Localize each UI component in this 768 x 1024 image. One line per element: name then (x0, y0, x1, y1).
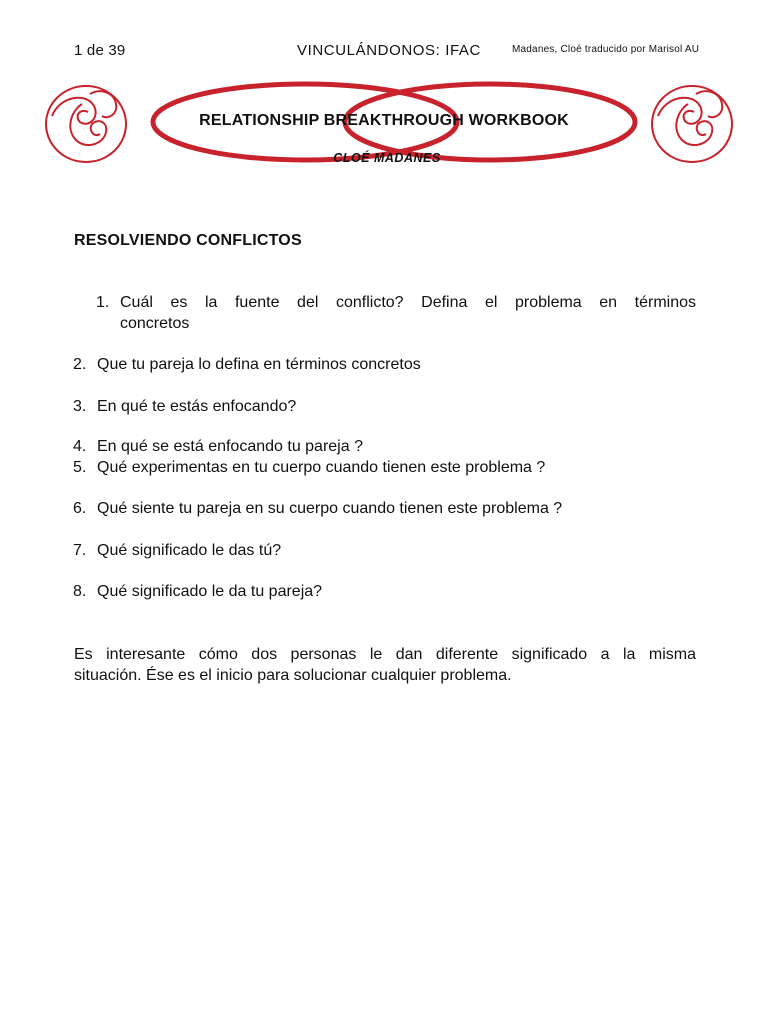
question-item (73, 436, 693, 457)
question-number: 3. (73, 398, 87, 415)
question-item (73, 396, 693, 417)
question-item (73, 457, 693, 478)
page-number: 1 de 39 (74, 42, 126, 59)
question-text: Que tu pareja lo defina en términos concretos (97, 356, 421, 373)
question-item (73, 581, 693, 602)
question-text: Qué significado le da tu pareja? (97, 583, 323, 600)
closing-paragraph (74, 644, 696, 686)
question-item (73, 498, 693, 519)
translator-credit: Madanes, Cloé traducido por Marisol AU (512, 44, 700, 55)
question-text: En qué se está enfocando tu pareja ? (97, 438, 363, 455)
running-title: VINCULÁNDONOS: IFAC (297, 42, 481, 59)
question-number: 4. (73, 438, 87, 455)
question-number: 1. (96, 294, 110, 311)
author-name: CLOÉ MADANES (333, 151, 441, 165)
document-title: RELATIONSHIP BREAKTHROUGH WORKBOOK (199, 112, 569, 129)
question-text: Cuál es la fuente del conflicto? Defina el problema en términos (120, 294, 696, 311)
question-text-continued: concretos (120, 315, 190, 332)
question-number: 5. (73, 459, 87, 476)
question-number: 7. (73, 542, 87, 559)
question-number: 6. (73, 500, 87, 517)
closing-line: situación. Ése es el inicio para solucionar cualquier problema. (74, 667, 512, 684)
question-number: 2. (73, 356, 87, 373)
question-text: En qué te estás enfocando? (97, 398, 297, 415)
question-item (96, 292, 696, 334)
question-item (73, 354, 693, 375)
question-text: Qué siente tu pareja en su cuerpo cuando tienen este problema ? (97, 500, 563, 517)
question-item (73, 540, 693, 561)
question-text: Qué significado le das tú? (97, 542, 282, 559)
question-number: 8. (73, 583, 87, 600)
section-title: RESOLVIENDO CONFLICTOS (74, 232, 302, 249)
closing-line: Es interesante cómo dos personas le dan diferente significado a la misma (74, 646, 696, 663)
question-text: Qué experimentas en tu cuerpo cuando tienen este problema ? (97, 459, 546, 476)
